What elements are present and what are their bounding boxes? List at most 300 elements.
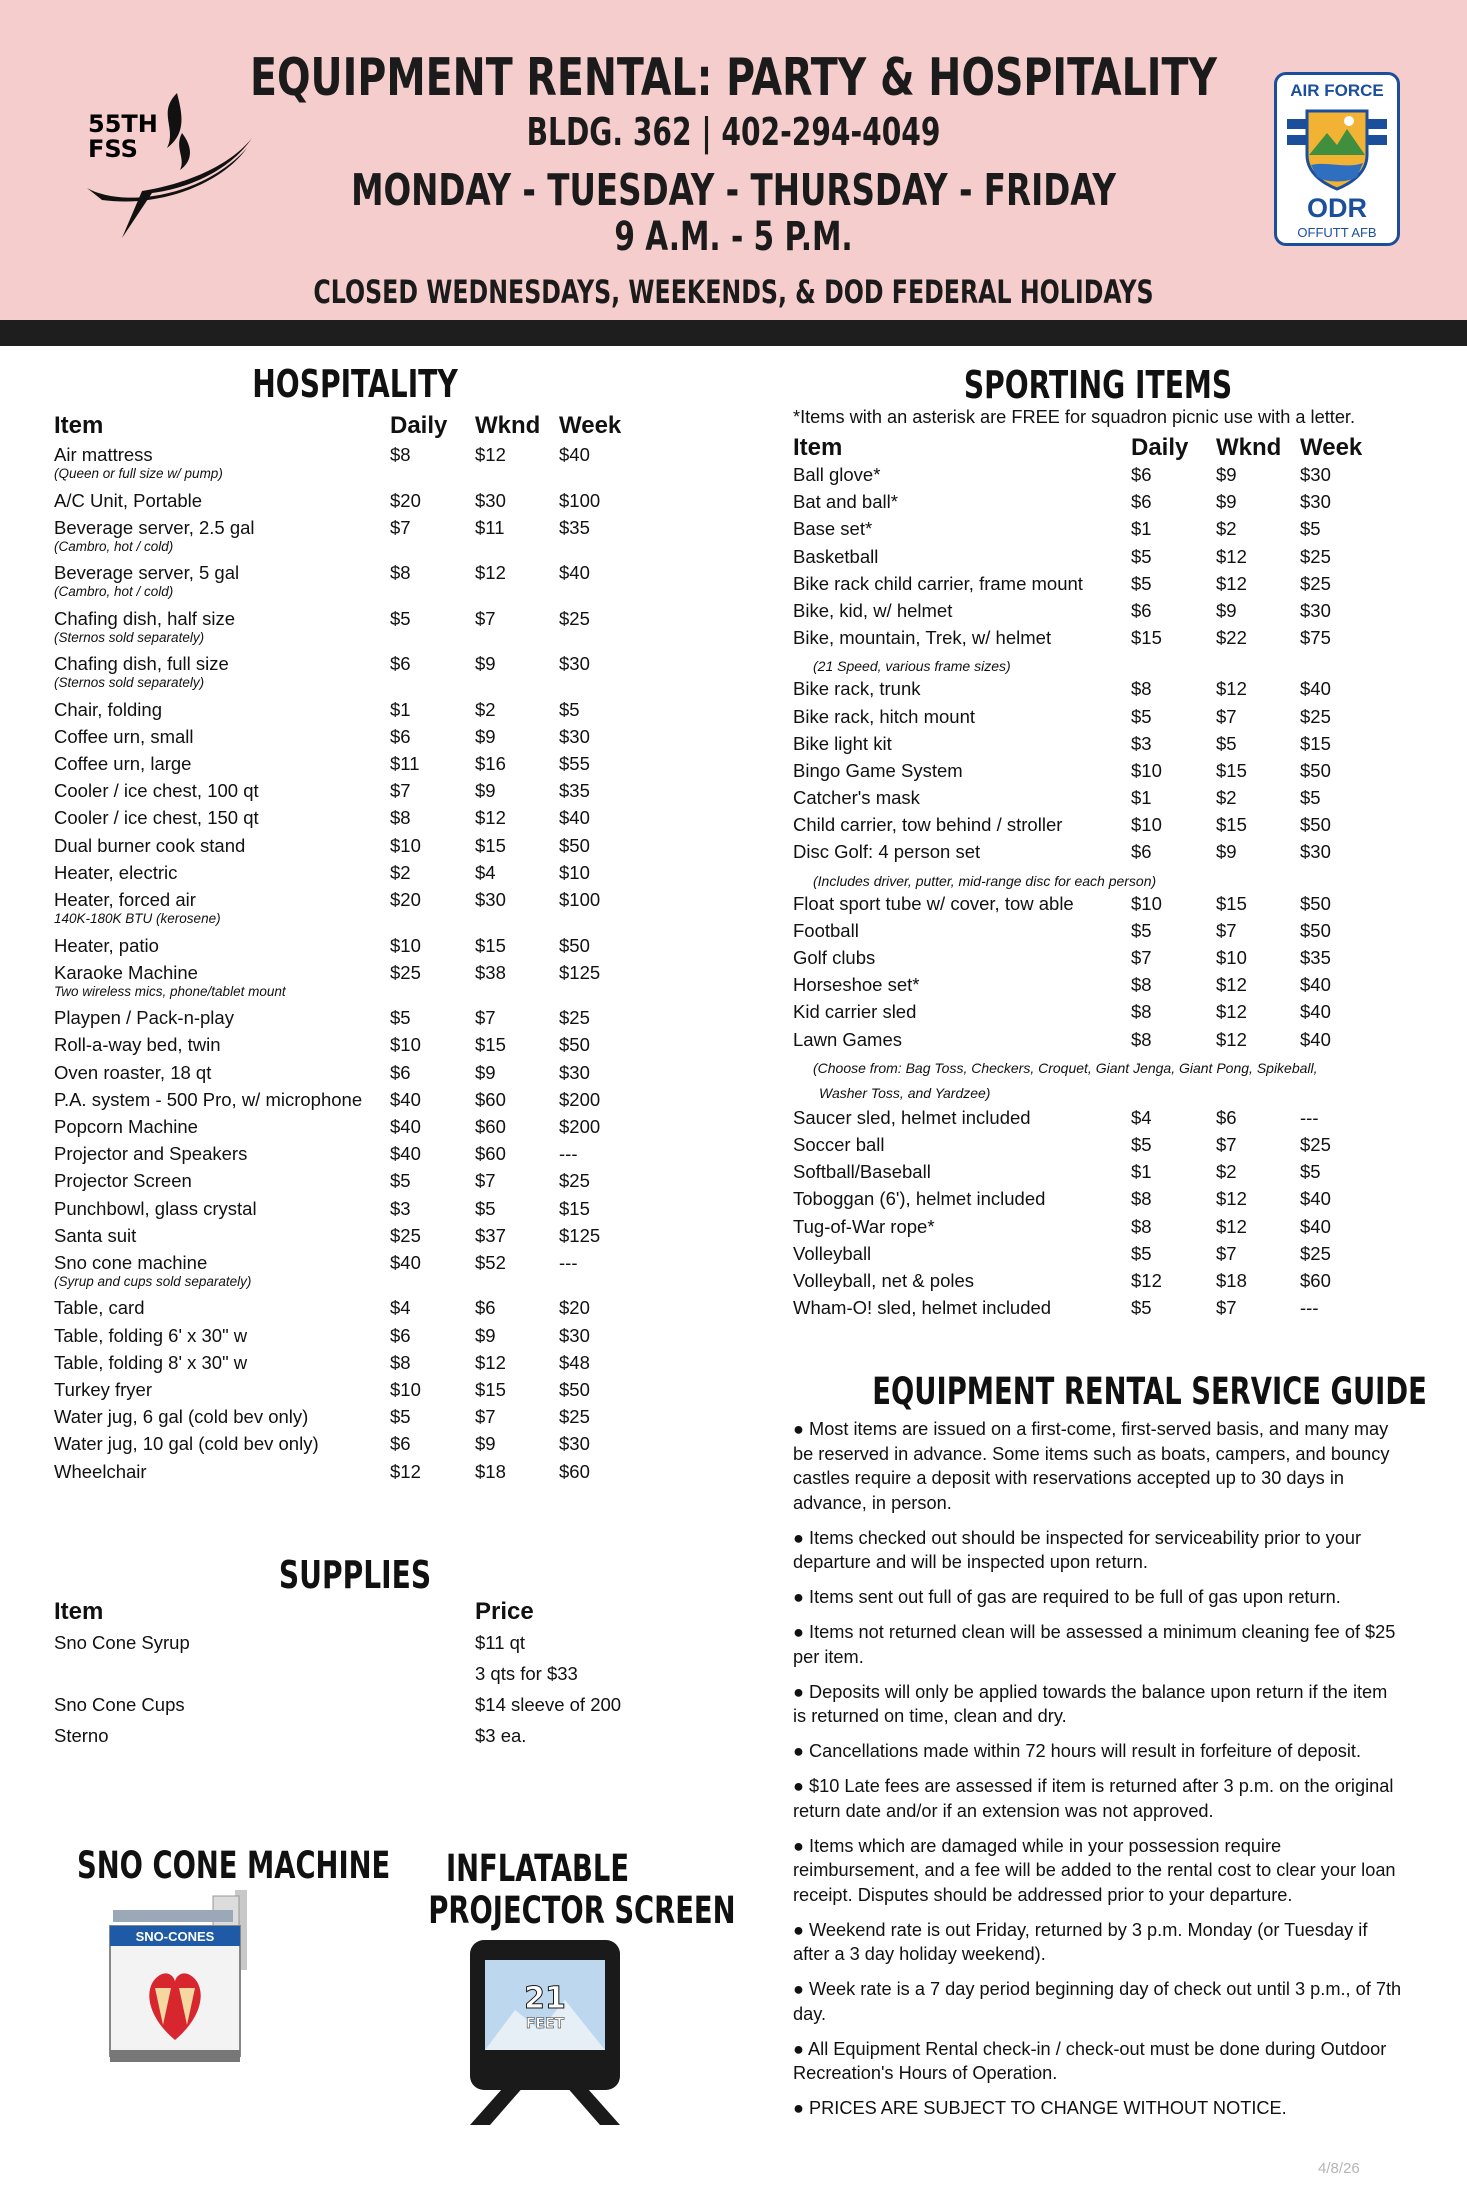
table-row <box>793 1107 1403 1134</box>
weekend-price: $12 <box>1216 1215 1247 1237</box>
item-note: (Syrup and cups sold separately) <box>54 1273 252 1289</box>
week-price: $40 <box>1300 1001 1331 1023</box>
weekend-price: $15 <box>475 834 506 856</box>
daily-price: $6 <box>390 725 411 747</box>
odr-logo-airforce: AIR FORCE <box>1290 81 1384 100</box>
daily-price: $8 <box>1131 1188 1152 1210</box>
week-price: $30 <box>1300 464 1331 485</box>
daily-price: $8 <box>1131 1001 1152 1023</box>
inflatable-screen-icon <box>460 1930 630 2130</box>
week-price: $25 <box>559 1007 590 1029</box>
sno-cone-sign: SNO-CONES <box>135 1929 215 1944</box>
table-row <box>54 1252 654 1298</box>
open-days: MONDAY - TUESDAY - THURSDAY - FRIDAY <box>351 165 1116 216</box>
daily-price: $7 <box>390 780 411 802</box>
item-name: Projector and Speakers <box>54 1143 248 1165</box>
guide-list <box>793 1417 1403 2131</box>
item-note-line: Washer Toss, and Yardzee) <box>819 1084 991 1101</box>
daily-price: $10 <box>1131 814 1162 836</box>
daily-price: $5 <box>390 1007 411 1029</box>
week-price: $35 <box>559 516 590 538</box>
item-name: Soccer ball <box>793 1133 885 1155</box>
table-row <box>793 1243 1403 1270</box>
daily-price: $3 <box>390 1197 411 1219</box>
table-row <box>54 1143 654 1170</box>
week-price: $60 <box>1300 1269 1331 1291</box>
daily-price: $6 <box>1131 491 1152 513</box>
week-price: $50 <box>559 834 590 856</box>
item-name: Bat and ball* <box>793 491 898 513</box>
week-price: $30 <box>559 1433 590 1455</box>
table-row <box>793 600 1403 627</box>
table-header-row <box>54 412 654 444</box>
table-row <box>793 518 1403 545</box>
table-row <box>54 1198 654 1225</box>
weekend-price: $9 <box>475 725 496 747</box>
weekend-price: $2 <box>1216 787 1237 809</box>
daily-price: $8 <box>1131 1028 1152 1050</box>
weekend-price: $5 <box>1216 732 1237 754</box>
guide-item: ● All Equipment Rental check-in / check-out must be done during Outdoor Recreation's Hours of Operation. <box>793 2038 1387 2083</box>
guide-item: ● Weekend rate is out Friday, returned by 3 p.m. Monday (or Tuesday if after a 3 day holiday weekend). <box>793 1919 1368 1964</box>
item-price: $3 ea. <box>475 1725 527 1746</box>
daily-price: $20 <box>390 889 421 910</box>
weekend-price: $7 <box>1216 1133 1237 1155</box>
sno-cone-machine-image <box>105 1890 260 2070</box>
table-row <box>54 780 654 807</box>
weekend-price: $12 <box>1216 974 1247 996</box>
item-name: Heater, electric <box>54 861 178 883</box>
daily-price: $12 <box>390 1460 421 1482</box>
weekend-price: $22 <box>1216 627 1247 649</box>
daily-price: $8 <box>390 444 411 465</box>
item-name: Bike rack, trunk <box>793 678 921 700</box>
column-header-daily: Daily <box>390 412 448 439</box>
week-price: $35 <box>1300 947 1331 968</box>
supplies-table <box>54 1598 654 1756</box>
table-row <box>54 1461 654 1488</box>
table-row <box>54 1694 654 1725</box>
daily-price: $5 <box>390 607 411 629</box>
daily-price: $40 <box>390 1143 421 1165</box>
table-row <box>793 1216 1403 1243</box>
table-row <box>54 1325 654 1352</box>
table-row <box>793 733 1403 760</box>
column-header-item: Item <box>54 412 104 439</box>
table-row <box>793 706 1403 733</box>
guide-item: ● Most items are issued on a first-come, first-served basis, and many may be reserved in advance. Some items such as boats, campers, and bouncy castles require a deposit with reservations accepted up to 30 days in advance, in person. <box>793 1419 1390 1513</box>
projector-title-line1: INFLATABLE <box>445 1847 630 1890</box>
item-note: Two wireless mics, phone/tablet mount <box>54 983 286 999</box>
table-row <box>54 835 654 862</box>
item-name: Chafing dish, half size <box>54 607 235 629</box>
item-name: Water jug, 10 gal (cold bev only) <box>54 1433 319 1455</box>
item-note: (Cambro, hot / cold) <box>54 584 174 600</box>
item-name: Golf clubs <box>793 947 876 968</box>
table-row <box>54 1406 654 1433</box>
daily-price: $5 <box>1131 705 1152 727</box>
item-name: Football <box>793 919 859 941</box>
item-name: Beverage server, 5 gal <box>54 562 240 584</box>
daily-price: $8 <box>390 562 411 584</box>
weekend-price: $30 <box>475 489 506 511</box>
week-price: $55 <box>559 753 590 775</box>
weekend-price: $7 <box>1216 705 1237 727</box>
projector-title-line2: PROJECTOR SCREEN <box>428 1889 736 1932</box>
weekend-price: $60 <box>475 1115 506 1137</box>
week-price: $50 <box>559 934 590 956</box>
daily-price: $4 <box>1131 1106 1152 1128</box>
week-price: $100 <box>559 889 601 910</box>
daily-price: $5 <box>390 1170 411 1192</box>
week-price: $30 <box>559 725 590 747</box>
item-name: Volleyball, net & poles <box>793 1269 975 1291</box>
week-price: $5 <box>1300 1161 1321 1183</box>
weekend-price: $60 <box>475 1088 506 1110</box>
week-price: $125 <box>559 1224 601 1246</box>
week-price: $35 <box>559 780 590 802</box>
table-row <box>54 1352 654 1379</box>
weekend-price: $60 <box>475 1143 506 1165</box>
daily-price: $10 <box>390 934 421 956</box>
daily-price: $6 <box>1131 464 1152 485</box>
guide-item: ● Items checked out should be inspected for serviceability prior to your departure and will be inspected upon return. <box>793 1527 1362 1572</box>
guide-item: ● Cancellations made within 72 hours will result in forfeiture of deposit. <box>793 1741 1362 1761</box>
daily-price: $8 <box>1131 678 1152 700</box>
item-note-line: (Choose from: Bag Toss, Checkers, Croquet, Giant Jenga, Giant Pong, Spikeball, <box>813 1059 1318 1076</box>
daily-price: $10 <box>390 834 421 856</box>
column-header-wknd: Wknd <box>475 412 541 439</box>
guide-item: ● Items which are damaged while in your possession require reimbursement, and a fee will be added to the rental cost to clear your loan receipt. Disputes should be addressed prior to your departure. <box>793 1835 1396 1905</box>
daily-price: $5 <box>1131 572 1152 594</box>
item-name: Santa suit <box>54 1224 137 1246</box>
column-header-week: Week <box>559 412 622 439</box>
weekend-price: $15 <box>475 1034 506 1056</box>
header-divider <box>0 320 1467 346</box>
weekend-price: $12 <box>475 562 506 584</box>
daily-price: $1 <box>1131 1161 1152 1183</box>
daily-price: $12 <box>1131 1269 1162 1291</box>
weekend-price: $4 <box>475 861 496 883</box>
daily-price: $8 <box>390 1351 411 1373</box>
week-price: $25 <box>1300 545 1331 567</box>
daily-price: $25 <box>390 1224 421 1246</box>
weekend-price: $15 <box>475 1378 506 1400</box>
item-name: Softball/Baseball <box>793 1161 931 1183</box>
table-row <box>54 444 654 490</box>
week-price: $10 <box>559 861 590 883</box>
revision-date: 4/8/26 <box>1318 2160 1360 2177</box>
building-phone: BLDG. 362 | 402-294-4049 <box>526 110 941 154</box>
week-price: $40 <box>559 807 590 829</box>
table-row <box>54 1170 654 1197</box>
table-row <box>793 1297 1403 1324</box>
table-row <box>793 1029 1403 1056</box>
column-header-week: Week <box>1300 434 1363 461</box>
week-price: $5 <box>1300 787 1321 809</box>
item-note <box>793 1056 1403 1107</box>
screen-size-number: 21 <box>524 1981 566 2016</box>
week-price: $40 <box>1300 974 1331 996</box>
sno-cone-title: SNO CONE MACHINE <box>77 1844 391 1887</box>
weekend-price: $9 <box>475 1061 496 1083</box>
daily-price: $2 <box>390 861 411 883</box>
daily-price: $7 <box>1131 947 1152 968</box>
daily-price: $40 <box>390 1088 421 1110</box>
weekend-price: $7 <box>475 1406 496 1428</box>
table-row <box>54 1297 654 1324</box>
guide-item: ● Items not returned clean will be assessed a minimum cleaning fee of $25 per item. <box>793 1622 1396 1667</box>
week-price: $50 <box>1300 919 1331 941</box>
sporting-table <box>793 434 1403 1324</box>
table-row <box>793 1188 1403 1215</box>
week-price: $30 <box>1300 841 1331 863</box>
week-price: $100 <box>559 489 601 511</box>
item-name: Cooler / ice chest, 100 qt <box>54 780 259 802</box>
table-row <box>54 862 654 889</box>
weekend-price: $38 <box>475 961 506 983</box>
week-price: $15 <box>559 1197 590 1219</box>
daily-price: $6 <box>1131 599 1152 621</box>
daily-price: $15 <box>1131 627 1162 649</box>
guide-item: ● Items sent out full of gas are required to be full of gas upon return. <box>793 1587 1341 1607</box>
weekend-price: $7 <box>1216 1242 1237 1264</box>
daily-price: $8 <box>1131 974 1152 996</box>
week-price: $25 <box>1300 572 1331 594</box>
item-note: (Cambro, hot / cold) <box>54 538 174 554</box>
item-name: Sterno <box>54 1725 109 1746</box>
weekend-price: $7 <box>1216 1297 1237 1319</box>
item-price: 3 qts for $33 <box>475 1663 578 1684</box>
item-note: 140K-180K BTU (kerosene) <box>54 911 221 926</box>
table-row <box>793 573 1403 600</box>
item-note <box>793 869 1403 893</box>
weekend-price: $18 <box>1216 1269 1247 1291</box>
table-row <box>54 1725 654 1756</box>
weekend-price: $9 <box>1216 599 1237 621</box>
daily-price: $5 <box>1131 1133 1152 1155</box>
daily-price: $3 <box>1131 732 1152 754</box>
weekend-price: $6 <box>475 1297 496 1319</box>
weekend-price: $6 <box>1216 1106 1237 1128</box>
week-price: $75 <box>1300 627 1331 649</box>
weekend-price: $37 <box>475 1224 506 1246</box>
weekend-price: $9 <box>1216 464 1237 485</box>
week-price: $200 <box>559 1115 601 1137</box>
table-row <box>54 517 654 563</box>
weekend-price: $12 <box>1216 1001 1247 1023</box>
table-row <box>54 1034 654 1061</box>
item-name: Heater, forced air <box>54 889 196 910</box>
item-name: Table, card <box>54 1297 145 1319</box>
week-price: $50 <box>1300 814 1331 836</box>
item-name: A/C Unit, Portable <box>54 489 203 511</box>
supplies-title: SUPPLIES <box>278 1553 432 1597</box>
item-note-line: (Includes driver, putter, mid-range disc for each person) <box>813 872 1157 889</box>
weekend-price: $2 <box>1216 518 1237 540</box>
table-row <box>793 814 1403 841</box>
weekend-price: $10 <box>1216 947 1247 968</box>
item-name: Coffee urn, large <box>54 753 192 775</box>
weekend-price: $15 <box>1216 759 1247 781</box>
table-row <box>793 678 1403 705</box>
table-row <box>793 947 1403 974</box>
page-title: EQUIPMENT RENTAL: PARTY & HOSPITALITY <box>249 48 1218 108</box>
table-row <box>793 1161 1403 1188</box>
odr-logo <box>1274 72 1400 246</box>
weekend-price: $18 <box>475 1460 506 1482</box>
item-name: Tug-of-War rope* <box>793 1215 935 1237</box>
daily-price: $5 <box>1131 1242 1152 1264</box>
item-name: Chafing dish, full size <box>54 653 229 675</box>
daily-price: $5 <box>1131 1297 1152 1319</box>
weekend-price: $7 <box>1216 919 1237 941</box>
table-row <box>793 1270 1403 1297</box>
week-price: $48 <box>559 1351 590 1373</box>
week-price: $15 <box>1300 732 1331 754</box>
item-name: Disc Golf: 4 person set <box>793 841 981 863</box>
table-row <box>54 807 654 834</box>
item-name: Coffee urn, small <box>54 725 194 747</box>
item-name: Beverage server, 2.5 gal <box>54 516 255 538</box>
weekend-price: $9 <box>1216 841 1237 863</box>
item-name: Float sport tube w/ cover, tow able <box>793 892 1074 914</box>
item-note <box>793 654 1403 678</box>
week-price: $25 <box>1300 705 1331 727</box>
daily-price: $6 <box>1131 841 1152 863</box>
daily-price: $6 <box>390 653 411 675</box>
daily-price: $6 <box>390 1061 411 1083</box>
weekend-price: $15 <box>475 934 506 956</box>
week-price: $40 <box>1300 1215 1331 1237</box>
weekend-price: $11 <box>475 516 505 538</box>
daily-price: $5 <box>390 1406 411 1428</box>
table-row <box>54 962 654 1008</box>
week-price: $5 <box>559 698 580 720</box>
table-row <box>54 1089 654 1116</box>
sno-cone-machine-icon <box>105 1890 260 2070</box>
daily-price: $6 <box>390 1433 411 1455</box>
weekend-price: $30 <box>475 889 506 910</box>
weekend-price: $2 <box>475 698 496 720</box>
column-header-price: Price <box>475 1598 534 1625</box>
weekend-price: $52 <box>475 1251 506 1273</box>
item-name: Toboggan (6'), helmet included <box>793 1188 1046 1210</box>
week-price: $25 <box>1300 1242 1331 1264</box>
daily-price: $10 <box>1131 892 1162 914</box>
week-price: $20 <box>559 1297 590 1319</box>
item-price: $14 sleeve of 200 <box>475 1694 622 1715</box>
guide-item: ● Week rate is a 7 day period beginning day of check out until 3 p.m., of 7th day. <box>793 1979 1402 2024</box>
week-price: --- <box>559 1251 578 1273</box>
table-row <box>793 627 1403 654</box>
table-row <box>54 699 654 726</box>
table-row <box>54 889 654 935</box>
table-row <box>793 760 1403 787</box>
daily-price: $8 <box>390 807 411 829</box>
week-price: $30 <box>1300 599 1331 621</box>
week-price: $40 <box>559 444 590 465</box>
item-name: Ball glove* <box>793 464 881 485</box>
item-name: Bike rack child carrier, frame mount <box>793 572 1083 594</box>
week-price: $40 <box>1300 678 1331 700</box>
week-price: $50 <box>1300 759 1331 781</box>
week-price: $125 <box>559 961 601 983</box>
item-name: Kid carrier sled <box>793 1001 917 1023</box>
item-note-line: (21 Speed, various frame sizes) <box>813 658 1011 675</box>
week-price: $25 <box>559 1406 590 1428</box>
table-row <box>54 653 654 699</box>
item-name: Bingo Game System <box>793 759 963 781</box>
week-price: $40 <box>559 562 590 584</box>
item-name: Playpen / Pack-n-play <box>54 1007 234 1029</box>
item-name: Bike light kit <box>793 732 892 754</box>
week-price: $30 <box>559 653 590 675</box>
odr-logo-title: ODR <box>1307 193 1367 223</box>
item-name: Bike, kid, w/ helmet <box>793 599 953 621</box>
table-row <box>54 935 654 962</box>
item-name: Child carrier, tow behind / stroller <box>793 814 1063 836</box>
item-name: Basketball <box>793 545 879 567</box>
week-price: $200 <box>559 1088 601 1110</box>
item-name: Dual burner cook stand <box>54 834 246 856</box>
fss-logo-text: 55TH FSS <box>88 110 158 163</box>
item-name: Bike, mountain, Trek, w/ helmet <box>793 627 1052 649</box>
week-price: --- <box>1300 1297 1319 1319</box>
daily-price: $10 <box>390 1034 421 1056</box>
daily-price: $5 <box>1131 545 1152 567</box>
table-row <box>54 1663 654 1694</box>
table-row <box>54 1632 654 1663</box>
daily-price: $6 <box>390 1324 411 1346</box>
weekend-price: $7 <box>475 1170 496 1192</box>
item-name: Sno Cone Syrup <box>54 1632 190 1653</box>
week-price: $50 <box>559 1034 590 1056</box>
weekend-price: $9 <box>475 780 496 802</box>
item-name: Heater, patio <box>54 934 159 956</box>
daily-price: $1 <box>1131 518 1152 540</box>
column-header-item: Item <box>793 434 843 461</box>
weekend-price: $5 <box>475 1197 496 1219</box>
item-name: Chair, folding <box>54 698 162 720</box>
item-name: Sno cone machine <box>54 1251 208 1273</box>
weekend-price: $2 <box>1216 1161 1237 1183</box>
daily-price: $1 <box>390 698 411 720</box>
week-price: $50 <box>1300 892 1331 914</box>
weekend-price: $7 <box>475 1007 496 1029</box>
weekend-price: $12 <box>475 807 506 829</box>
closed-notice: CLOSED WEDNESDAYS, WEEKENDS, & DOD FEDERAL HOLIDAYS <box>313 273 1154 311</box>
table-row <box>793 1134 1403 1161</box>
weekend-price: $12 <box>1216 1188 1247 1210</box>
item-name: Karaoke Machine <box>54 961 198 983</box>
daily-price: $40 <box>390 1251 421 1273</box>
item-name: Horseshoe set* <box>793 974 920 996</box>
weekend-price: $12 <box>475 444 506 465</box>
weekend-price: $12 <box>475 1351 506 1373</box>
week-price: $5 <box>1300 518 1321 540</box>
item-name: Roll-a-way bed, twin <box>54 1034 221 1056</box>
week-price: $40 <box>1300 1028 1331 1050</box>
weekend-price: $15 <box>1216 892 1247 914</box>
table-header-row <box>54 1598 654 1632</box>
week-price: $30 <box>559 1061 590 1083</box>
weekend-price: $12 <box>1216 1028 1247 1050</box>
table-row <box>54 608 654 654</box>
table-row <box>54 1007 654 1034</box>
weekend-price: $9 <box>475 1433 496 1455</box>
column-header-wknd: Wknd <box>1216 434 1282 461</box>
